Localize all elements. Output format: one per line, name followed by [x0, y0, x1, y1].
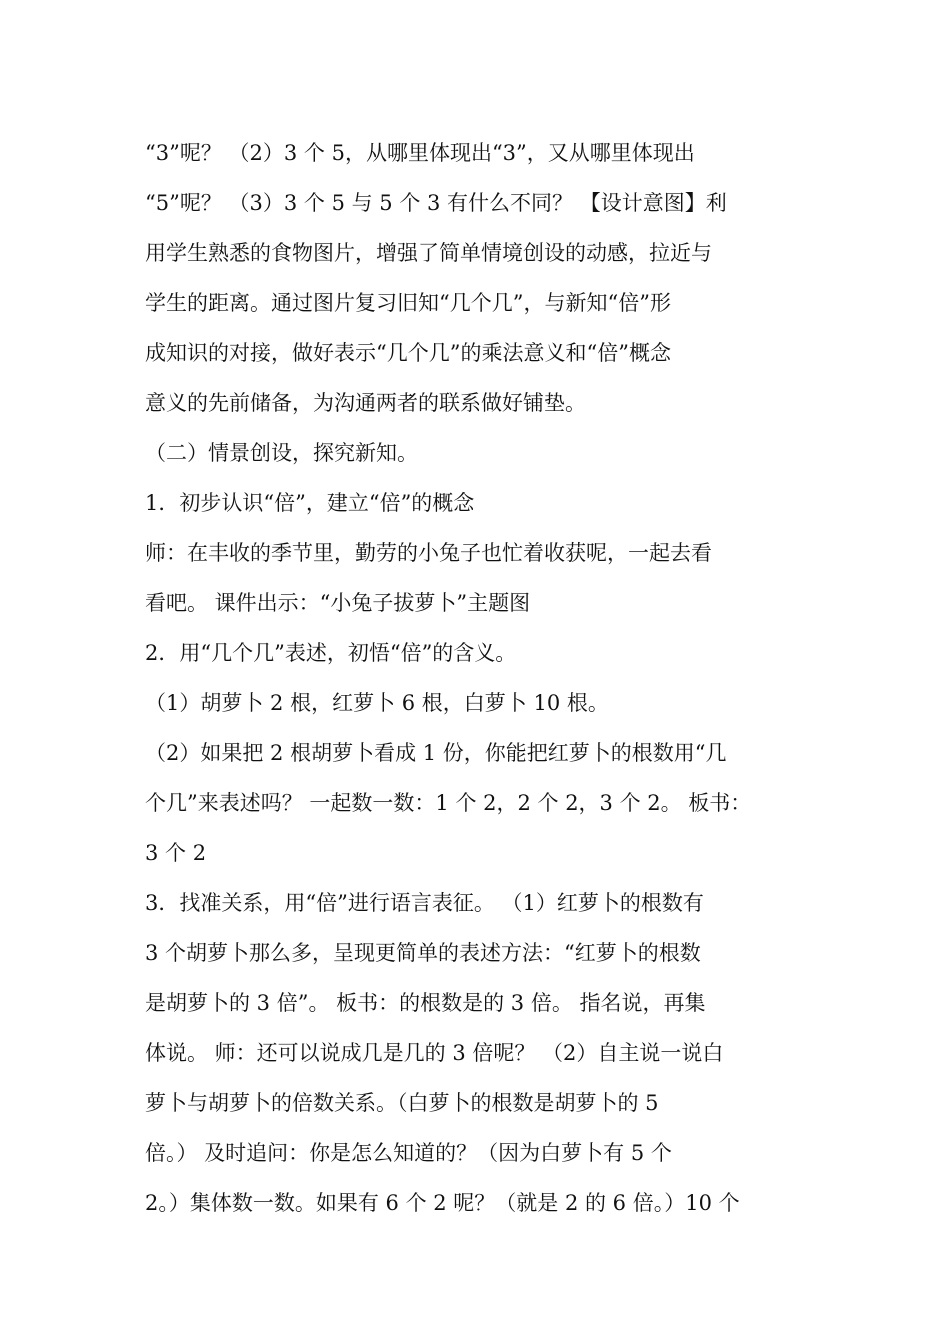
- text-line: 用学生熟悉的食物图片，增强了简单情境创设的动感，拉近与: [145, 241, 712, 265]
- text-line: 意义的先前储备，为沟通两者的联系做好铺垫。: [145, 391, 586, 415]
- text-line: （1）胡萝卜 2 根，红萝卜 6 根，白萝卜 10 根。: [145, 691, 609, 715]
- text-line: “3”呢？ （2）3 个 5，从哪里体现出“3”，又从哪里体现出: [145, 141, 695, 165]
- section-heading: （二）情景创设，探究新知。: [145, 441, 418, 465]
- text-line: 3 个胡萝卜那么多，呈现更简单的表述方法：“红萝卜的根数: [145, 941, 701, 965]
- text-line: 看吧。 课件出示：“小兔子拔萝卜”主题图: [145, 591, 531, 615]
- text-line: “5”呢？ （3）3 个 5 与 5 个 3 有什么不同？ 【设计意图】利: [145, 191, 727, 215]
- text-line: 学生的距离。通过图片复习旧知“几个几”，与新知“倍”形: [145, 291, 671, 315]
- text-line: 2。）集体数一数。如果有 6 个 2 呢？（就是 2 的 6 倍。）10 个: [145, 1191, 740, 1215]
- text-line: （2）如果把 2 根胡萝卜看成 1 份，你能把红萝卜的根数用“几: [145, 741, 727, 765]
- text-line: 3 个 2: [145, 841, 207, 865]
- text-line: 是胡萝卜的 3 倍”。 板书：的根数是的 3 倍。 指名说，再集: [145, 991, 706, 1015]
- subsection-heading: 2．用“几个几”表述，初悟“倍”的含义。: [145, 641, 517, 665]
- subsection-heading: 3．找准关系，用“倍”进行语言表征。 （1）红萝卜的根数有: [145, 891, 704, 915]
- subsection-heading: 1．初步认识“倍”，建立“倍”的概念: [145, 491, 475, 515]
- text-line: 师：在丰收的季节里，勤劳的小兔子也忙着收获呢，一起去看: [145, 541, 712, 565]
- text-line: 个几”来表述吗？ 一起数一数：1 个 2，2 个 2，3 个 2。 板书：: [145, 791, 752, 815]
- document-body: [145, 128, 810, 1228]
- text-line: 倍。） 及时追问：你是怎么知道的？（因为白萝卜有 5 个: [145, 1141, 672, 1165]
- text-line: 成知识的对接，做好表示“几个几”的乘法意义和“倍”概念: [145, 341, 671, 365]
- text-line: 萝卜与胡萝卜的倍数关系。（白萝卜的根数是胡萝卜的 5: [145, 1091, 659, 1115]
- text-line: 体说。 师：还可以说成几是几的 3 倍呢？ （2）自主说一说白: [145, 1041, 724, 1065]
